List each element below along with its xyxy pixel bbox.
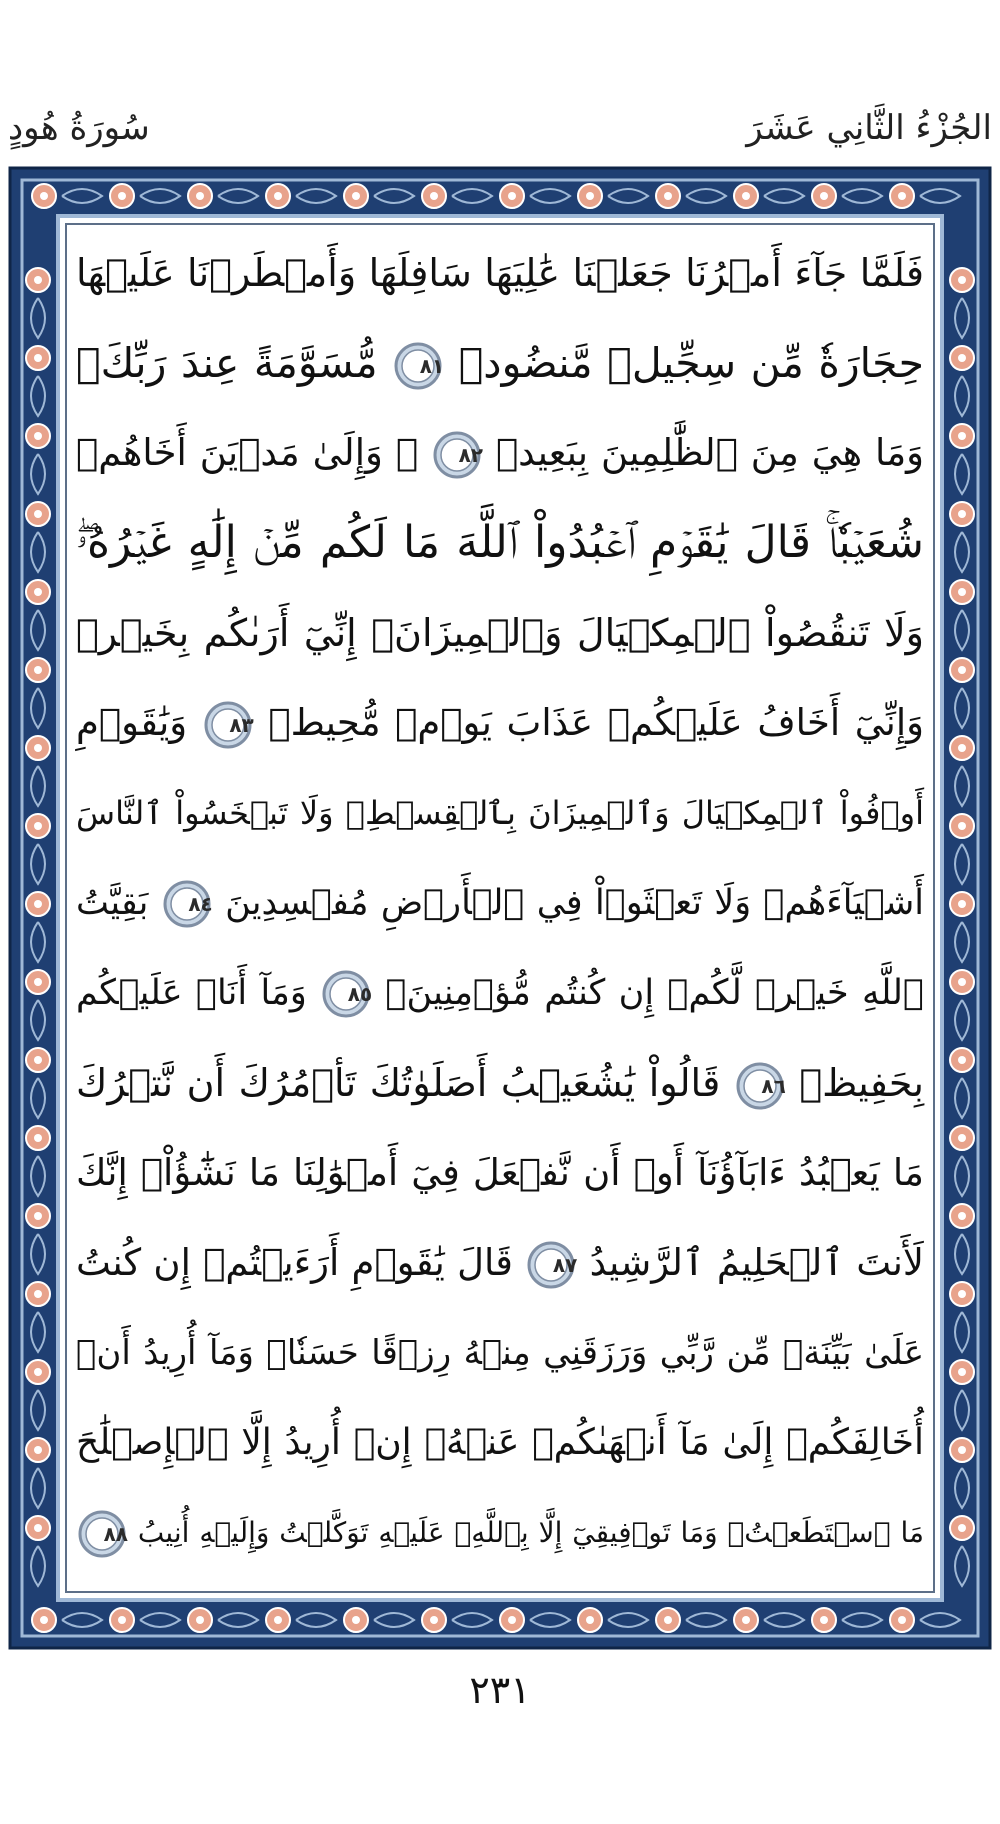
- verse-text: فَلَمَّا جَآءَ أَمۡرُنَا جَعَلۡنَا عَٰلِيَهَا سَافِلَهَا وَأَمۡطَرۡنَا عَلَيۡهَا: [76, 251, 924, 295]
- border-flower-center: [34, 1056, 42, 1064]
- border-flower-center: [118, 1616, 126, 1624]
- border-flower-center: [274, 1616, 282, 1624]
- text-line: [76, 1043, 924, 1123]
- verse-text: مَا يَعۡبُدُ ءَابَآؤُنَآ أَوۡ أَن نَّفۡعَلَ فِيٓ أَمۡوَٰلِنَا مَا نَشَٰٓؤُاْۖ إِنَّكَ: [76, 1151, 924, 1194]
- border-flower-center: [958, 1446, 966, 1454]
- border-flower-center: [352, 1616, 360, 1624]
- verse-text: وَإِنِّيٓ أَخَافُ عَلَيۡكُمۡ عَذَابَ يَوۡمٖ مُّحِيطٖ: [268, 701, 925, 744]
- ayah-number-marker: [320, 968, 372, 1020]
- verse-text: ۞ وَإِلَىٰ مَدۡيَنَ أَخَاهُمۡ: [76, 431, 419, 474]
- verse-text: بَقِيَّتُ: [76, 883, 149, 923]
- ayah-number-marker: [392, 340, 444, 392]
- border-flower-center: [34, 1446, 42, 1454]
- text-line: [76, 683, 924, 763]
- verse-text: وَمَا هِيَ مِنَ ٱلظَّٰلِمِينَ بِبَعِيدٖ: [495, 431, 925, 474]
- border-flower-center: [34, 1134, 42, 1142]
- text-line: [76, 323, 924, 403]
- verse-text: شُعَيۡبٗاۚ قَالَ يَٰقَوۡمِ ٱعۡبُدُواْ ٱللَّهَ مَا لَكُم مِّنۡ إِلَٰهٍ غَيۡرُهُۥۖ: [76, 517, 924, 568]
- verse-text: قَالُواْ يَٰشُعَيۡبُ أَصَلَوٰتُكَ تَأۡمُرُكَ أَن نَّتۡرُكَ: [76, 1061, 721, 1105]
- text-line: [76, 233, 924, 313]
- border-flower-center: [586, 192, 594, 200]
- border-flower-center: [34, 510, 42, 518]
- border-flower-center: [958, 1056, 966, 1064]
- border-flower-center: [430, 1616, 438, 1624]
- border-flower-center: [958, 276, 966, 284]
- border-flower-center: [196, 1616, 204, 1624]
- text-line: [76, 503, 924, 583]
- verse-text: ٱللَّهِ خَيۡرٞ لَّكُمۡ إِن كُنتُم مُّؤۡمِنِينَۚ: [385, 973, 924, 1013]
- border-flower-center: [742, 1616, 750, 1624]
- juz-name: الجُزْءُ الثَّانِي عَشَرَ: [746, 108, 992, 148]
- ayah-number: ٨٣: [229, 712, 254, 737]
- ayah-number: ٨٥: [347, 982, 373, 1006]
- border-flower-center: [958, 1212, 966, 1220]
- ayah-number: ٨٢: [458, 442, 483, 467]
- border-flower-center: [664, 192, 672, 200]
- border-flower-center: [742, 192, 750, 200]
- border-flower-center: [40, 1616, 48, 1624]
- text-line: [76, 1493, 924, 1573]
- border-flower-center: [958, 510, 966, 518]
- border-flower-center: [958, 900, 966, 908]
- ayah-number: ٨٤: [188, 892, 213, 916]
- verse-text: أَشۡيَآءَهُمۡ وَلَا تَعۡثَوۡاْ فِي ٱلۡأَرۡضِ مُفۡسِدِينَ: [225, 883, 924, 923]
- border-flower-center: [40, 192, 48, 200]
- border-flower-center: [34, 432, 42, 440]
- border-flower-center: [958, 822, 966, 830]
- page-number: ٢٣١: [469, 1668, 531, 1712]
- verse-text: مَا ٱسۡتَطَعۡتُۚ وَمَا تَوۡفِيقِيٓ إِلَّا بِٱللَّهِۚ عَلَيۡهِ تَوَكَّلۡتُ وَإِلَيۡهِ أُنِيبُ: [137, 1516, 925, 1549]
- ayah-number-marker: [202, 699, 254, 751]
- verse-text: بِحَفِيظٖ: [799, 1061, 924, 1105]
- text-line: [76, 773, 924, 853]
- verse-text: قَالَ يَٰقَوۡمِ أَرَءَيۡتُمۡ إِن كُنتُ: [76, 1241, 513, 1284]
- border-flower-center: [958, 588, 966, 596]
- border-flower-center: [196, 192, 204, 200]
- border-flower-center: [34, 1368, 42, 1376]
- border-flower-center: [34, 588, 42, 596]
- ayah-number-marker: [76, 1508, 128, 1560]
- verse-text: وَيَٰقَوۡمِ: [76, 701, 188, 744]
- page-header: [0, 108, 1000, 168]
- verse-text: مُّسَوَّمَةً عِندَ رَبِّكَۖ: [76, 339, 378, 387]
- verse-text: حِجَارَةٗ مِّن سِجِّيلٖ مَّنضُودٖ: [458, 339, 924, 387]
- border-flower-center: [34, 1212, 42, 1220]
- border-flower-center: [508, 1616, 516, 1624]
- border-flower-center: [898, 192, 906, 200]
- border-flower-center: [958, 1290, 966, 1298]
- text-line: [76, 1223, 924, 1303]
- ayah-number: ٨٦: [761, 1073, 786, 1098]
- ayah-number: ٨١: [419, 354, 445, 378]
- text-line: [76, 1403, 924, 1483]
- border-flower-center: [274, 192, 282, 200]
- verse-text: وَلَا تَنقُصُواْ ٱلۡمِكۡيَالَ وَٱلۡمِيزَانَۖ إِنِّيٓ أَرَىٰكُم بِخَيۡرٖ: [76, 611, 924, 655]
- border-flower-center: [958, 1134, 966, 1142]
- text-line: [76, 863, 924, 943]
- border-flower-center: [430, 192, 438, 200]
- text-line: [76, 593, 924, 673]
- border-flower-center: [34, 1290, 42, 1298]
- ayah-number: ٨٧: [552, 1252, 578, 1277]
- border-flower-center: [820, 192, 828, 200]
- border-flower-center: [958, 1368, 966, 1376]
- verse-text: وَمَآ أَنَا۠ عَلَيۡكُم: [76, 973, 307, 1013]
- ayah-number: ٨٨: [103, 1522, 128, 1546]
- border-flower-center: [34, 276, 42, 284]
- text-line: [76, 953, 924, 1033]
- text-line: [76, 413, 924, 493]
- verse-text: أَوۡفُواْ ٱلۡمِكۡيَالَ وَٱلۡمِيزَانَ بِٱلۡقِسۡطِۖ وَلَا تَبۡخَسُواْ ٱلنَّاسَ: [76, 794, 924, 832]
- verse-text: عَلَىٰ بَيِّنَةٖ مِّن رَّبِّي وَرَزَقَنِي مِنۡهُ رِزۡقًا حَسَنٗاۚ وَمَآ أُرِيدُ أَنۡ: [76, 1333, 924, 1373]
- border-flower-center: [820, 1616, 828, 1624]
- border-flower-center: [34, 978, 42, 986]
- border-flower-center: [34, 900, 42, 908]
- quran-text: [76, 233, 924, 1583]
- border-flower-center: [958, 432, 966, 440]
- border-flower-center: [34, 666, 42, 674]
- border-flower-center: [34, 822, 42, 830]
- ayah-number-marker: [525, 1239, 577, 1291]
- text-line: [76, 1313, 924, 1393]
- border-flower-center: [34, 1524, 42, 1532]
- verse-text: أُخَالِفَكُمۡ إِلَىٰ مَآ أَنۡهَىٰكُمۡ عَنۡهُۚ إِنۡ أُرِيدُ إِلَّا ٱلۡإِصۡلَٰحَ: [76, 1422, 924, 1463]
- ayah-number-marker: [734, 1060, 786, 1112]
- ayah-number-marker: [161, 878, 213, 930]
- border-flower-center: [958, 354, 966, 362]
- border-flower-center: [958, 666, 966, 674]
- border-flower-center: [586, 1616, 594, 1624]
- ayah-number-marker: [431, 429, 483, 481]
- surah-name: سُورَةُ هُودٍ: [8, 108, 150, 148]
- text-line: [76, 1133, 924, 1213]
- border-flower-center: [34, 354, 42, 362]
- border-flower-center: [664, 1616, 672, 1624]
- border-flower-center: [118, 192, 126, 200]
- verse-text: لَأَنتَ ٱلۡحَلِيمُ ٱلرَّشِيدُ: [589, 1241, 925, 1284]
- border-flower-center: [958, 978, 966, 986]
- border-flower-center: [34, 744, 42, 752]
- border-flower-center: [508, 192, 516, 200]
- border-flower-center: [352, 192, 360, 200]
- border-flower-center: [958, 744, 966, 752]
- border-flower-center: [898, 1616, 906, 1624]
- border-flower-center: [958, 1524, 966, 1532]
